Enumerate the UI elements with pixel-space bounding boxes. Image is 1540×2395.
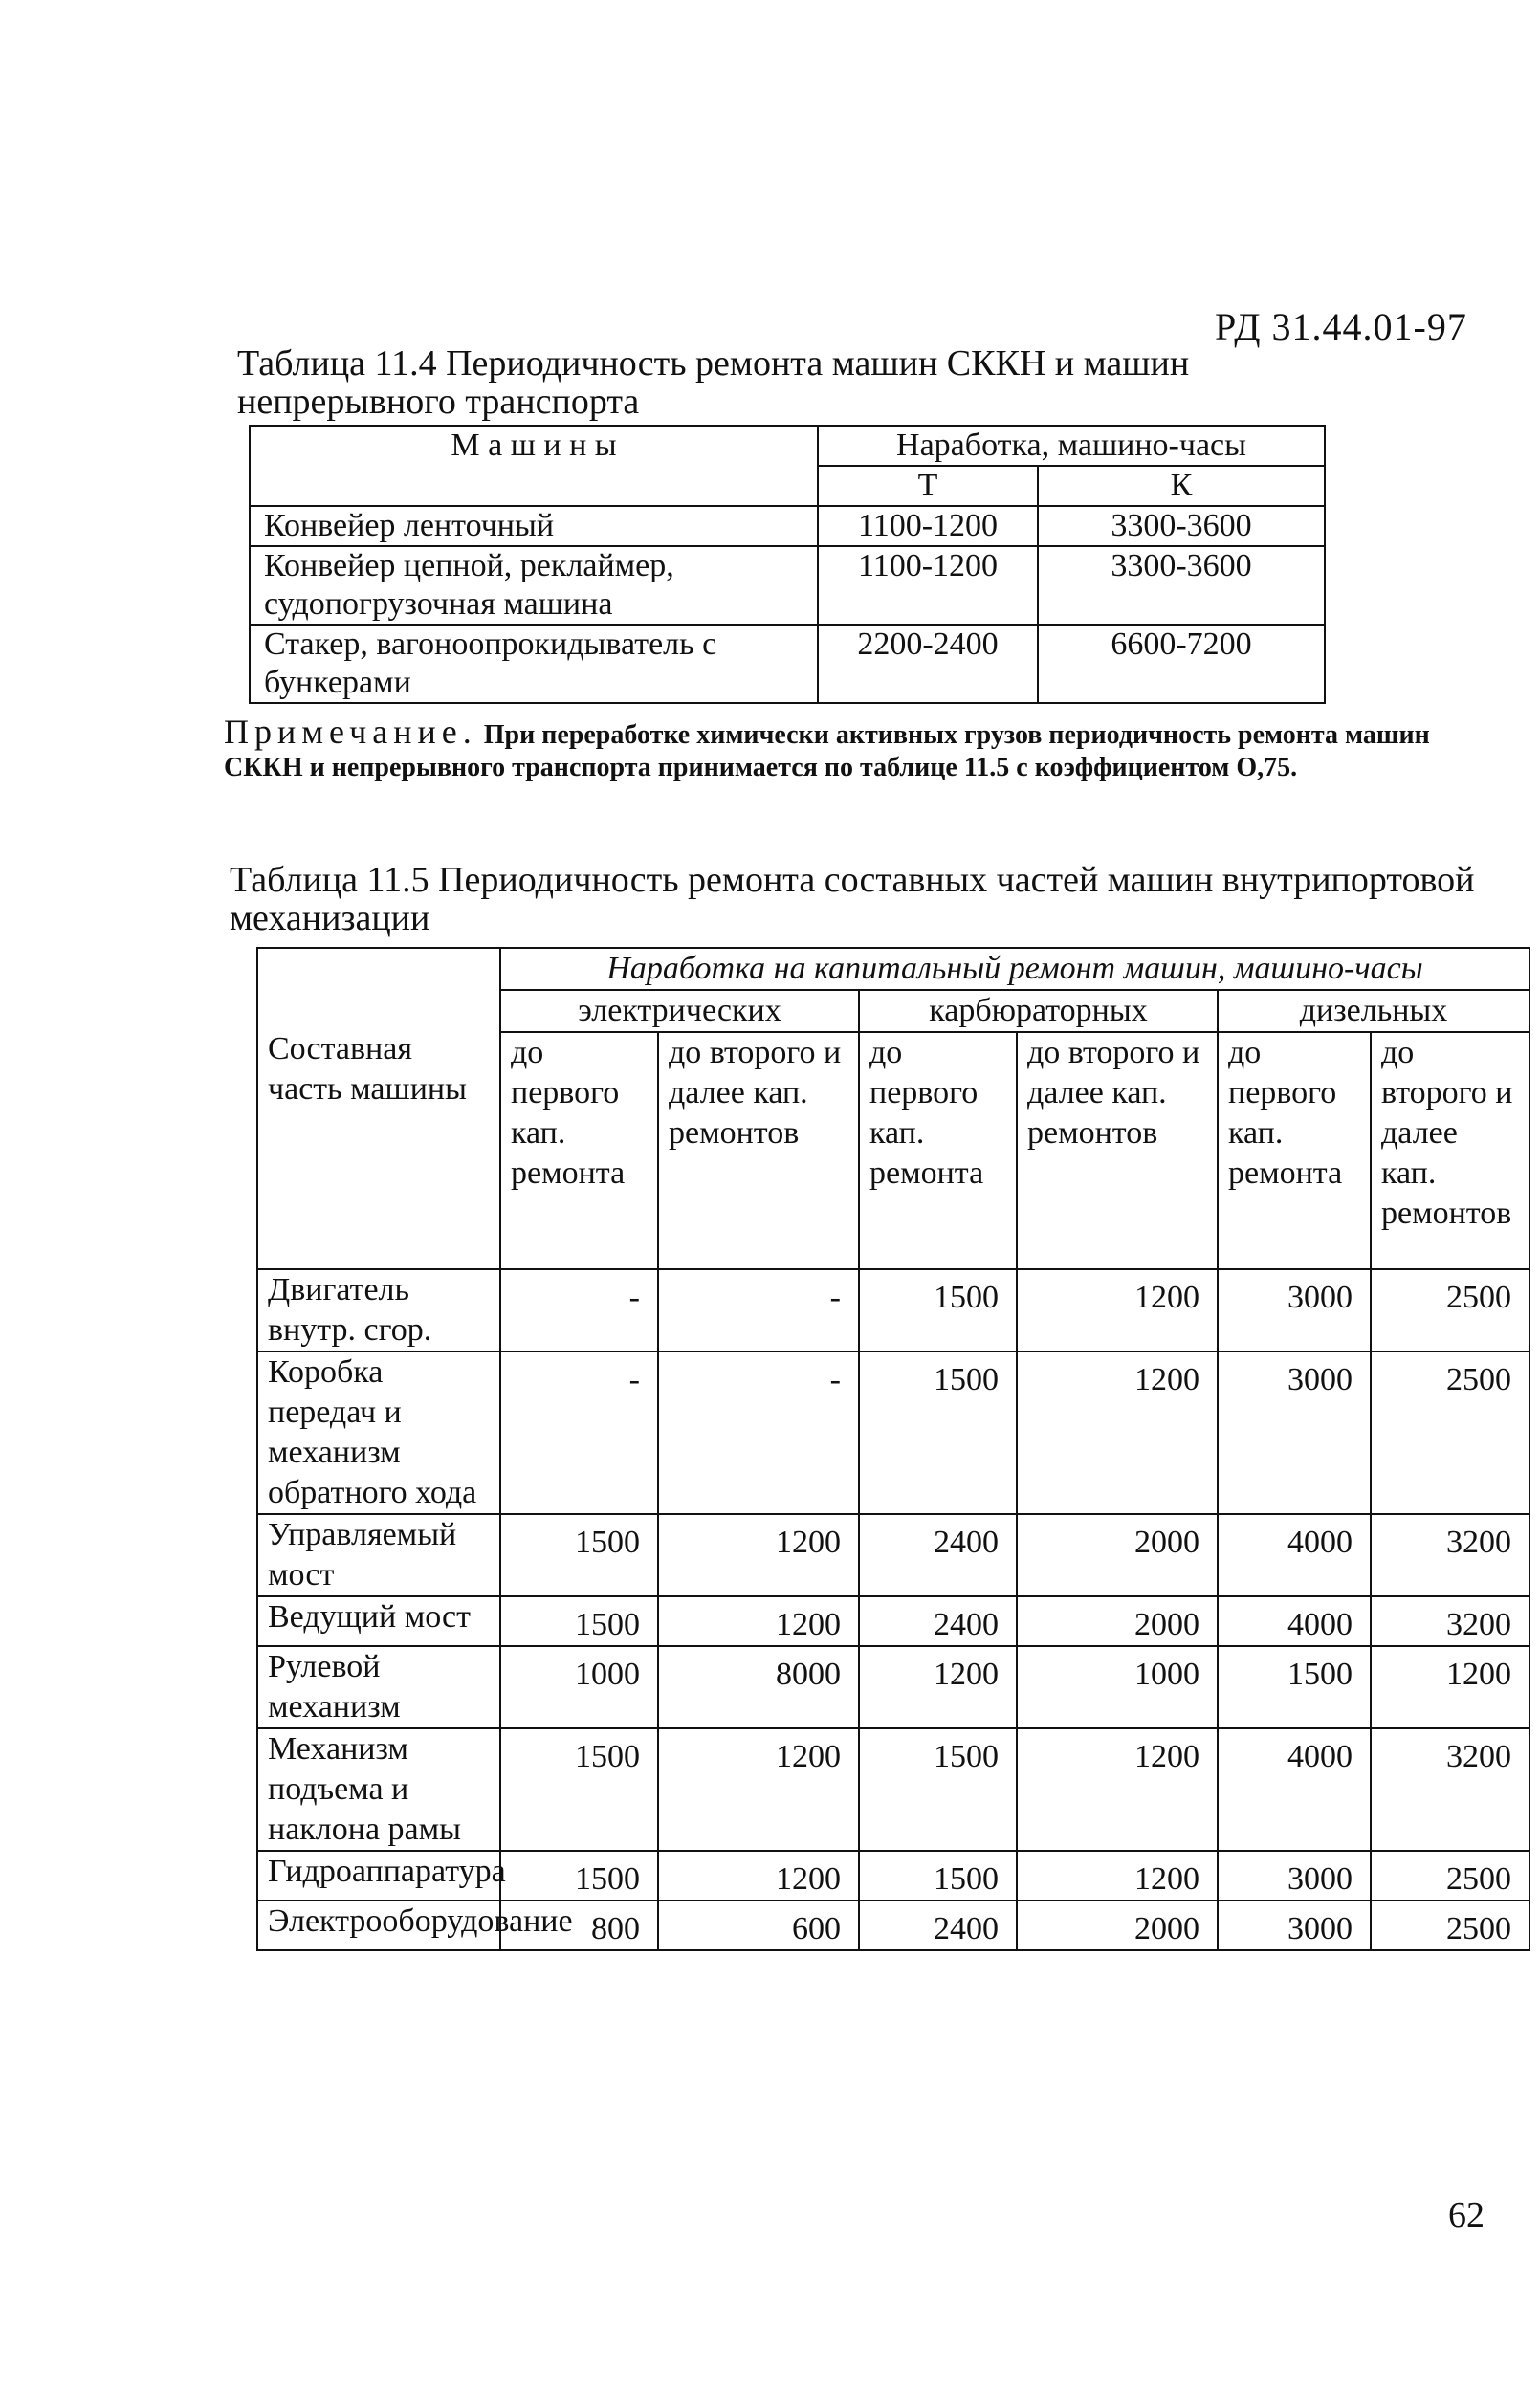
header-machines: М а ш и н ы (250, 426, 818, 506)
hours-value: 1200 (1017, 1269, 1218, 1351)
table-11-5-caption: Таблица 11.5 Периодичность ремонта составных частей машин внутрипортовой механизации (230, 860, 1475, 938)
table-row (257, 1851, 1529, 1901)
hours-value: 1000 (500, 1646, 658, 1728)
hours-value: 1200 (658, 1514, 859, 1596)
value-t: 2200-2400 (818, 625, 1038, 703)
hours-value: 2000 (1017, 1514, 1218, 1596)
table-row (250, 546, 1325, 625)
hours-value: 3000 (1218, 1269, 1371, 1351)
table-11-5 (256, 947, 1530, 1951)
hours-value: 1200 (859, 1646, 1017, 1728)
hours-value: 2500 (1371, 1851, 1529, 1901)
hours-value: 4000 (1218, 1596, 1371, 1646)
hours-value: 4000 (1218, 1728, 1371, 1851)
sub-second-repair: до второго и далее кап. ремонтов (1371, 1032, 1529, 1269)
hours-value: 2400 (859, 1901, 1017, 1950)
component-name: Электрооборудование (257, 1901, 500, 1950)
sub-second-repair: до второго и далее кап. ремонтов (658, 1032, 859, 1269)
hours-value: 1500 (500, 1514, 658, 1596)
table-11-4-caption: Таблица 11.4 Периодичность ремонта машин СККН и машин непрерывного транспорта (237, 343, 1190, 422)
hours-value: - (658, 1351, 859, 1514)
header-t: Т (818, 466, 1038, 506)
hours-value: 1500 (1218, 1646, 1371, 1728)
value-k: 3300-3600 (1038, 546, 1325, 625)
sub-first-repair: до первого кап. ремонта (859, 1032, 1017, 1269)
hours-value: 1200 (1371, 1646, 1529, 1728)
hours-value: 3000 (1218, 1901, 1371, 1950)
table-row (257, 1901, 1529, 1950)
hours-value: 1200 (658, 1851, 859, 1901)
table-row (250, 506, 1325, 546)
hours-value: - (500, 1269, 658, 1351)
hours-value: 3200 (1371, 1514, 1529, 1596)
hours-value: 4000 (1218, 1514, 1371, 1596)
value-k: 6600-7200 (1038, 625, 1325, 703)
hours-value: 1500 (500, 1728, 658, 1851)
group-carburetor: карбюраторных (859, 990, 1218, 1032)
note-lead: Примечание. (224, 713, 477, 751)
hours-value: 1500 (859, 1851, 1017, 1901)
hours-value: 1200 (658, 1728, 859, 1851)
hours-value: 8000 (658, 1646, 859, 1728)
hours-value: 1500 (859, 1728, 1017, 1851)
hours-value: 1500 (500, 1596, 658, 1646)
table-11-4 (249, 425, 1326, 704)
value-k: 3300-3600 (1038, 506, 1325, 546)
header-k: К (1038, 466, 1325, 506)
hours-value: 600 (658, 1901, 859, 1950)
hours-value: 2000 (1017, 1901, 1218, 1950)
hours-value: 3200 (1371, 1728, 1529, 1851)
table-row (250, 625, 1325, 703)
hours-value: 3200 (1371, 1596, 1529, 1646)
table-row (257, 1514, 1529, 1596)
component-name: Ведущий мост (257, 1596, 500, 1646)
table-row (257, 1269, 1529, 1351)
component-name: Управляемый мост (257, 1514, 500, 1596)
value-t: 1100-1200 (818, 506, 1038, 546)
sub-second-repair: до второго и далее кап. ремонтов (1017, 1032, 1218, 1269)
hours-value: 1200 (658, 1596, 859, 1646)
header-overhaul: Наработка на капитальный ремонт машин, машино-часы (500, 948, 1529, 990)
hours-value: 1200 (1017, 1728, 1218, 1851)
hours-value: 800 (500, 1901, 658, 1950)
hours-value: 2500 (1371, 1351, 1529, 1514)
machine-name: Конвейер ленточный (250, 506, 818, 546)
hours-value: 3000 (1218, 1351, 1371, 1514)
hours-value: 1000 (1017, 1646, 1218, 1728)
hours-value: 2500 (1371, 1901, 1529, 1950)
page-number: 62 (1448, 2195, 1485, 2235)
group-diesel: дизельных (1218, 990, 1529, 1032)
hours-value: 1200 (1017, 1851, 1218, 1901)
table-11-4-note (224, 715, 1506, 784)
hours-value: 2400 (859, 1514, 1017, 1596)
value-t: 1100-1200 (818, 546, 1038, 625)
hours-value: 1200 (1017, 1351, 1218, 1514)
machine-name: Стакер, вагоноопрокидыватель с бункерами (250, 625, 818, 703)
sub-first-repair: до первого кап. ремонта (500, 1032, 658, 1269)
table-row (257, 1646, 1529, 1728)
component-name: Механизм подъема и наклона рамы (257, 1728, 500, 1851)
table-row (257, 1351, 1529, 1514)
note-text: При переработке химически активных грузов периодичность ремонта машин СККН и непрерывного транспорта принимается по таблице 11.5 с коэффициентом О,75. (224, 720, 1430, 782)
component-name: Гидроаппаратура (257, 1851, 500, 1901)
header-component: Составная часть машины (257, 948, 500, 1269)
hours-value: 2000 (1017, 1596, 1218, 1646)
hours-value: - (658, 1269, 859, 1351)
hours-value: 2500 (1371, 1269, 1529, 1351)
component-name: Коробка передач и механизм обратного хода (257, 1351, 500, 1514)
hours-value: 2400 (859, 1596, 1017, 1646)
hours-value: - (500, 1351, 658, 1514)
hours-value: 1500 (859, 1269, 1017, 1351)
header-work-hours: Наработка, машино-часы (818, 426, 1325, 466)
component-name: Двигатель внутр. сгор. (257, 1269, 500, 1351)
component-name: Рулевой механизм (257, 1646, 500, 1728)
hours-value: 1500 (859, 1351, 1017, 1514)
document-code: РД 31.44.01-97 (1215, 305, 1467, 348)
hours-value: 3000 (1218, 1851, 1371, 1901)
table-row (257, 1596, 1529, 1646)
machine-name: Конвейер цепной, реклаймер, судопогрузочная машина (250, 546, 818, 625)
hours-value: 1500 (500, 1851, 658, 1901)
sub-first-repair: до первого кап. ремонта (1218, 1032, 1371, 1269)
table-row (257, 1728, 1529, 1851)
group-electric: электрических (500, 990, 859, 1032)
